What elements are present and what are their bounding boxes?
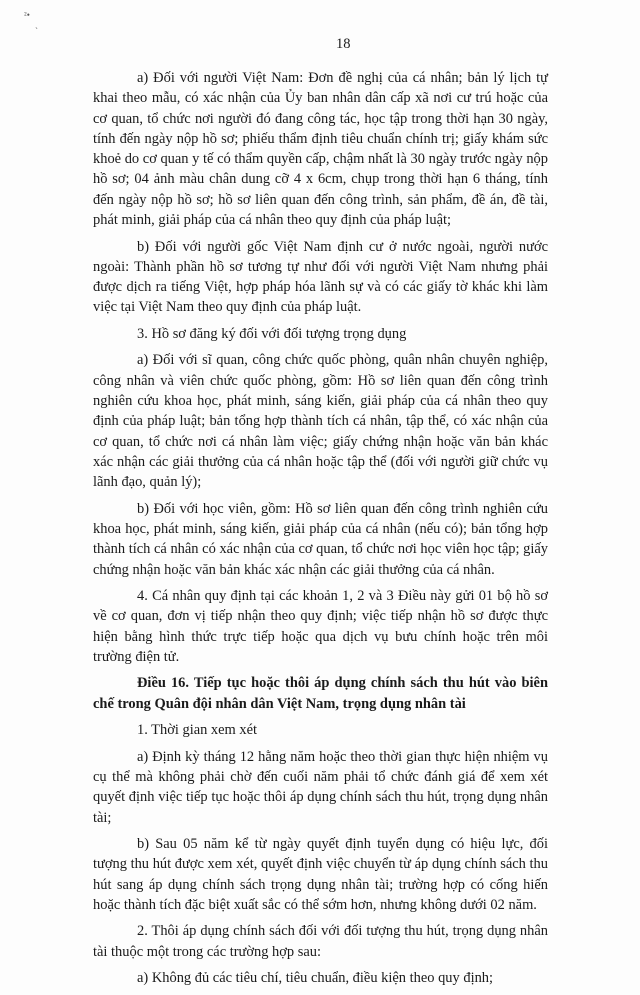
paragraph-16-2a: a) Không đủ các tiêu chí, tiêu chuẩn, điều kiện theo quy định; [137,970,494,987]
paragraph-16-1a: a) Định kỳ tháng 12 hằng năm hoặc theo thời gian thực hiện nhiệm vụ cụ thể mà không phải chờ đến cuối năm phải tổ chức đánh giá để xem xét quyết định việc tiếp tục hoặc thôi áp dụng chính sách thu hút, trọng dụng nhân tài; [93,748,548,826]
paragraph-clause-3: 3. Hồ sơ đăng ký đối với đối tượng trọng dụng [137,325,407,342]
document-body [93,68,548,995]
scan-mark: ²• [24,10,30,20]
paragraph-1a: a) Đối với người Việt Nam: Đơn đề nghị của cá nhân; bản lý lịch tự khai theo mẫu, có xác nhận của Ủy ban nhân dân cấp xã nơi cư trú hoặc của cơ quan, tổ chức nơi người đó đang công tác, học tập trong thời hạn 30 ngày, tính đến ngày nộp hồ sơ; phiếu thẩm định tiêu chuẩn chính trị; giấy khám sức khoẻ do cơ quan y tế có thẩm quyền cấp, chậm nhất là 30 ngày trước ngày nộp hồ sơ; 04 ảnh màu chân dung cỡ 4 x 6cm, chụp trong thời hạn 6 tháng, tính đến ngày nộp hồ sơ; hồ sơ liên quan đến công trình, sản phẩm, đề án, đề tài, phát minh, giải pháp của cá nhân theo quy định của pháp luật; [93,70,548,229]
paragraph-3b: b) Đối với học viên, gồm: Hồ sơ liên quan đến công trình nghiên cứu khoa học, phát minh, sáng kiến, giải pháp của cá nhân (nếu có); bản tổng hợp thành tích cá nhân có xác nhận của cơ quan, tổ chức nơi học viên học tập; giấy chứng nhận hoặc văn bản khác xác nhận các giải thưởng của cá nhân. [93,500,548,578]
paragraph-1b: b) Đối với người gốc Việt Nam định cư ở nước ngoài, người nước ngoài: Thành phần hồ sơ tương tự như đối với người Việt Nam nhưng phải được dịch ra tiếng Việt, hợp pháp hóa lãnh sự và có các giấy tờ khác khi làm việc tại Việt Nam theo quy định của pháp luật. [93,238,548,316]
paragraph-clause-4: 4. Cá nhân quy định tại các khoản 1, 2 và 3 Điều này gửi 01 bộ hồ sơ về cơ quan, đơn vị tiếp nhận theo quy định; việc tiếp nhận hồ sơ được thực hiện bằng hình thức trực tiếp hoặc qua dịch vụ bưu chính hoặc trên môi trường điện tử. [93,588,548,665]
paragraph-16-1b: b) Sau 05 năm kể từ ngày quyết định tuyển dụng có hiệu lực, đối tượng thu hút được xem xét, quyết định việc chuyển từ áp dụng chính sách thu hút sang áp dụng chính sách trọng dụng nhân tài; trường hợp có cống hiến hoặc thành tích đặc biệt xuất sắc có thể sớm hơn, nhưng không dưới 02 năm. [93,836,548,913]
scan-mark: ` [35,26,38,36]
paragraph-16-2: 2. Thôi áp dụng chính sách đối với đối tượng thu hút, trọng dụng nhân tài thuộc một trong các trường hợp sau: [93,923,548,960]
paragraph-3a: a) Đối với sĩ quan, công chức quốc phòng, quân nhân chuyên nghiệp, công nhân và viên chức quốc phòng, gồm: Hồ sơ liên quan đến công trình nghiên cứu khoa học, phát minh, sáng kiến, giải pháp của cá nhân theo quy định của pháp luật; bản tổng hợp thành tích cá nhân, tập thể, có xác nhận của cơ quan, tổ chức nơi cá nhân làm việc; giấy chứng nhận hoặc văn bản khác xác nhận các giải thưởng của cá nhân hoặc tập thể (đối với người giữ chức vụ lãnh đạo, quản lý); [93,352,548,491]
paragraph-16-1: 1. Thời gian xem xét [137,722,258,739]
article-16-heading: Điều 16. Tiếp tục hoặc thôi áp dụng chính sách thu hút vào biên chế trong Quân đội nhân dân Việt Nam, trọng dụng nhân tài [93,675,548,712]
page-number: 18 [336,36,351,52]
